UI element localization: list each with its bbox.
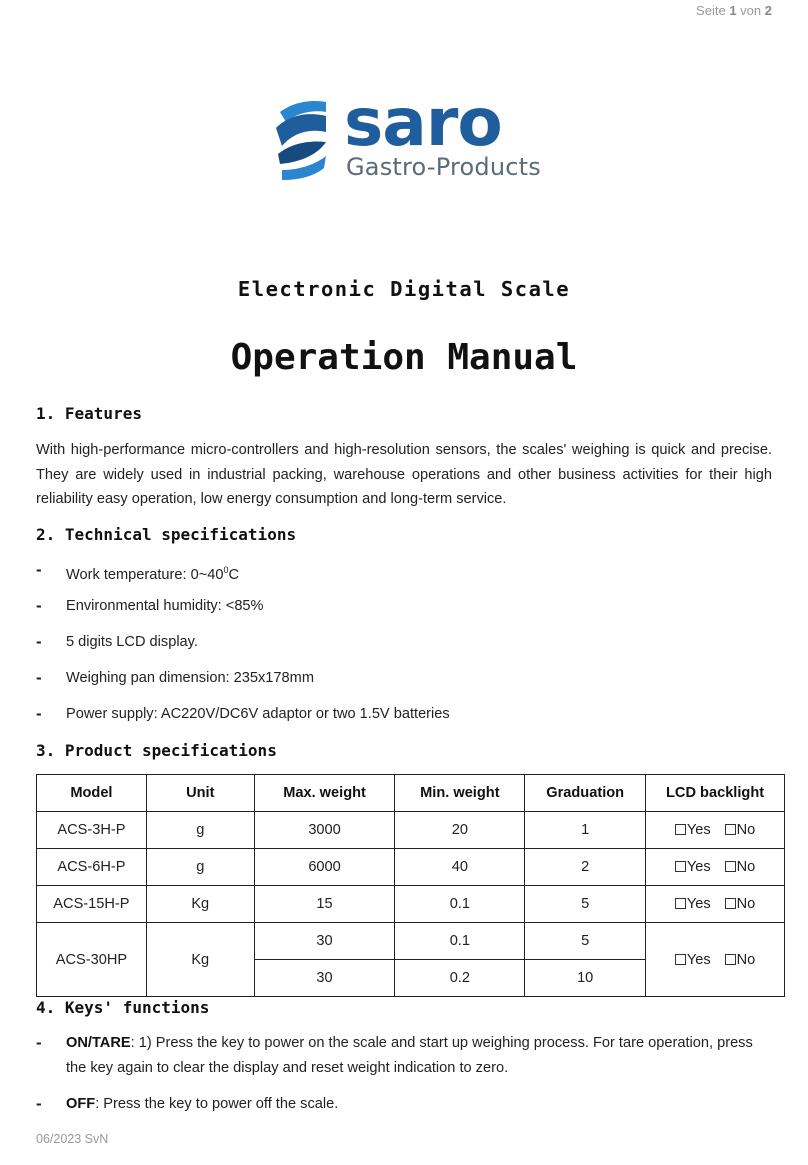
bullet-dash: - bbox=[36, 596, 42, 615]
key-item-on-tare bbox=[36, 1031, 776, 1080]
spec-item-temperature bbox=[36, 558, 776, 587]
yes-label: Yes bbox=[686, 951, 711, 968]
column-header: Graduation bbox=[525, 775, 646, 812]
spec-item-power bbox=[36, 702, 776, 727]
page-number: 1 bbox=[729, 3, 737, 18]
cell-min-weight: 20 bbox=[395, 812, 525, 849]
saro-s-emblem-icon bbox=[272, 98, 332, 182]
yes-checkbox[interactable] bbox=[675, 898, 686, 909]
cell-backlight bbox=[646, 849, 785, 886]
cell-max-weight: 3000 bbox=[254, 812, 395, 849]
yes-label: Yes bbox=[686, 896, 711, 912]
page-total: 2 bbox=[764, 3, 772, 18]
key-description: : 1) Press the key to power on the scale and start up weighing process. For tare operation, press the key again to clear the display and reset weight indication to zero. bbox=[66, 1035, 753, 1076]
yes-checkbox[interactable] bbox=[675, 954, 686, 965]
bullet-dash: - bbox=[36, 704, 42, 723]
table-row bbox=[37, 923, 785, 960]
cell-unit: Kg bbox=[146, 923, 254, 997]
cell-model: ACS-15H-P bbox=[37, 886, 147, 923]
spec-item-display bbox=[36, 630, 776, 655]
no-checkbox[interactable] bbox=[725, 954, 736, 965]
cell-model: ACS-30HP bbox=[37, 923, 147, 997]
spec-humidity-text: Environmental humidity: <85% bbox=[66, 598, 264, 614]
no-checkbox[interactable] bbox=[725, 898, 736, 909]
saro-logo bbox=[272, 84, 542, 188]
cell-graduation: 5 bbox=[525, 886, 646, 923]
spec-pan-text: Weighing pan dimension: 235x178mm bbox=[66, 670, 314, 686]
cell-backlight bbox=[646, 923, 785, 997]
cell-max-weight: 15 bbox=[254, 886, 395, 923]
table-row bbox=[37, 849, 785, 886]
no-label: No bbox=[736, 896, 756, 912]
cell-max-weight: 6000 bbox=[254, 849, 395, 886]
spec-power-text: Power supply: AC220V/DC6V adaptor or two 1.5V batteries bbox=[66, 706, 450, 722]
logo-wordmark: saro bbox=[344, 84, 502, 161]
spec-temp-sup: 0 bbox=[223, 565, 229, 575]
product-specs-heading: 3. Product specifications bbox=[36, 741, 277, 760]
cell-min-weight: 0.1 bbox=[395, 923, 525, 960]
no-label: No bbox=[736, 859, 756, 875]
cell-graduation: 5 bbox=[525, 923, 646, 960]
features-text: With high-performance micro-controllers and high-resolution sensors, the scales' weighing is quick and precise. They are widely used in industrial packing, warehouse operations and other business activities for their high reliability easy operation, low energy consumption and long-term service. bbox=[36, 442, 772, 507]
key-item-off bbox=[36, 1092, 776, 1117]
column-header: Unit bbox=[146, 775, 254, 812]
spec-display-text: 5 digits LCD display. bbox=[66, 634, 198, 650]
table-header-row bbox=[37, 775, 785, 812]
spec-temp-suffix: C bbox=[228, 566, 240, 583]
spec-item-humidity bbox=[36, 594, 776, 619]
column-header: Min. weight bbox=[395, 775, 525, 812]
cell-min-weight: 40 bbox=[395, 849, 525, 886]
cell-min-weight: 0.1 bbox=[395, 886, 525, 923]
yes-label: Yes bbox=[686, 859, 711, 875]
yes-checkbox[interactable] bbox=[675, 824, 686, 835]
cell-backlight bbox=[646, 812, 785, 849]
column-header: Max. weight bbox=[254, 775, 395, 812]
cell-graduation: 1 bbox=[525, 812, 646, 849]
column-header: Model bbox=[37, 775, 147, 812]
logo-tagline: Gastro-Products bbox=[346, 153, 541, 181]
no-checkbox[interactable] bbox=[725, 824, 736, 835]
cell-unit: Kg bbox=[146, 886, 254, 923]
spec-temp-prefix: Work temperature: 0~40 bbox=[66, 566, 224, 583]
page-label: Seite bbox=[696, 3, 726, 18]
cell-unit: g bbox=[146, 849, 254, 886]
yes-label: Yes bbox=[686, 822, 711, 838]
table-row bbox=[37, 812, 785, 849]
key-name: ON/TARE bbox=[66, 1035, 131, 1051]
cell-min-weight: 0.2 bbox=[395, 960, 525, 997]
cell-graduation: 2 bbox=[525, 849, 646, 886]
bullet-dash: - bbox=[36, 1094, 42, 1113]
table-row bbox=[37, 886, 785, 923]
cell-model: ACS-6H-P bbox=[37, 849, 147, 886]
spec-item-pan bbox=[36, 666, 776, 691]
document-title: Operation Manual bbox=[230, 337, 578, 378]
no-checkbox[interactable] bbox=[725, 861, 736, 872]
key-name: OFF bbox=[66, 1096, 96, 1112]
page-indicator bbox=[696, 3, 772, 18]
keys-functions-heading: 4. Keys' functions bbox=[36, 998, 210, 1017]
bullet-dash: - bbox=[36, 632, 42, 651]
document-subtitle: Electronic Digital Scale bbox=[237, 277, 571, 301]
bullet-dash: - bbox=[36, 1033, 42, 1052]
cell-max-weight: 30 bbox=[254, 960, 395, 997]
yes-checkbox[interactable] bbox=[675, 861, 686, 872]
no-label: No bbox=[736, 951, 756, 968]
cell-max-weight: 30 bbox=[254, 923, 395, 960]
cell-unit: g bbox=[146, 812, 254, 849]
cell-backlight bbox=[646, 886, 785, 923]
footer-date: 06/2023 SvN bbox=[36, 1132, 109, 1146]
technical-specs-heading: 2. Technical specifications bbox=[36, 525, 297, 544]
column-header: LCD backlight bbox=[646, 775, 785, 812]
product-spec-table bbox=[36, 774, 785, 997]
page-of-label: von bbox=[740, 3, 762, 18]
no-label: No bbox=[736, 822, 756, 838]
bullet-dash: - bbox=[36, 560, 42, 579]
cell-graduation: 10 bbox=[525, 960, 646, 997]
features-heading: 1. Features bbox=[36, 404, 142, 423]
bullet-dash: - bbox=[36, 668, 42, 687]
key-description: : Press the key to power off the scale. bbox=[95, 1096, 339, 1112]
cell-model: ACS-3H-P bbox=[37, 812, 147, 849]
